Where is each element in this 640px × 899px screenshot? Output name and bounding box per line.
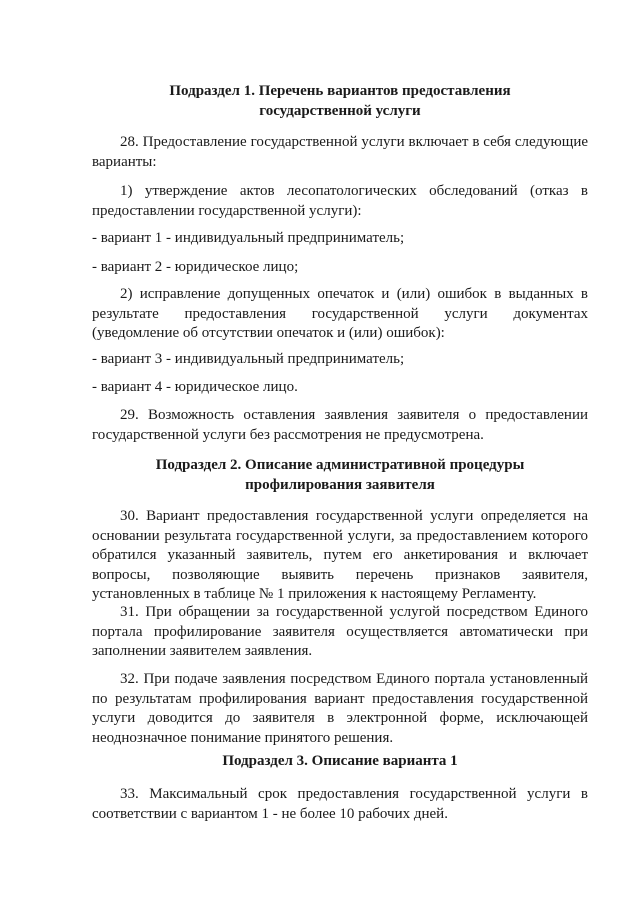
- subsection-2-heading-line-2: профилирования заявителя: [245, 476, 435, 493]
- variant-1: - вариант 1 - индивидуальный предприниматель;: [92, 230, 405, 246]
- paragraph-28: 28. Предоставление государственной услуги включает в себя следующие варианты:: [92, 134, 588, 170]
- paragraph-30: 30. Вариант предоставления государственной услуги определяется на основании результата государственной услуги, за предоставлением которого обратился указанный заявитель, путем его анкетирования и включает вопросы, позволяющие выявить перечень признаков заявителя, установленных в таблице № 1 приложения к настоящему Регламенту.: [92, 508, 588, 602]
- variant-4: - вариант 4 - юридическое лицо.: [92, 379, 298, 395]
- subsection-3-heading: [92, 752, 588, 772]
- paragraph-31: 31. При обращении за государственной услугой посредством Единого портала профилирование заявителя осуществляется автоматически при заполнении заявителем заявления.: [92, 604, 588, 659]
- subsection-2-heading-line-1: Подраздел 2. Описание административной процедуры: [155, 457, 525, 473]
- paragraph-28-item-1: 1) утверждение актов лесопатологических обследований (отказ в предоставлении государственной услуги):: [92, 183, 588, 219]
- subsection-1-heading-line-2: государственной услуги: [259, 102, 421, 119]
- subsection-3-heading-line: Подраздел 3. Описание варианта 1: [222, 753, 458, 769]
- paragraph-32: 32. При подаче заявления посредством Единого портала установленный по результатам профилирования вариант предоставления государственной услуги доводится до заявителя в электронной форме, исключающей неоднозначное понимание принятого решения.: [92, 671, 588, 746]
- paragraph-29: 29. Возможность оставления заявления заявителя о предоставлении государственной услуги без рассмотрения не предусмотрена.: [92, 407, 588, 443]
- subsection-1-heading: [92, 82, 588, 121]
- subsection-1-heading-line-1: Подраздел 1. Перечень вариантов предоставления: [169, 83, 511, 99]
- paragraph-28-item-2: 2) исправление допущенных опечаток и (или) ошибок в выданных в результате предоставления государственной услуги документах (уведомление об отсутствии опечаток и (или) ошибок):: [92, 286, 588, 341]
- variant-3: - вариант 3 - индивидуальный предприниматель;: [92, 351, 405, 367]
- subsection-2-heading: [92, 456, 588, 495]
- variant-2: - вариант 2 - юридическое лицо;: [92, 259, 299, 275]
- paragraph-33: 33. Максимальный срок предоставления государственной услуги в соответствии с вариантом 1 - не более 10 рабочих дней.: [92, 786, 588, 822]
